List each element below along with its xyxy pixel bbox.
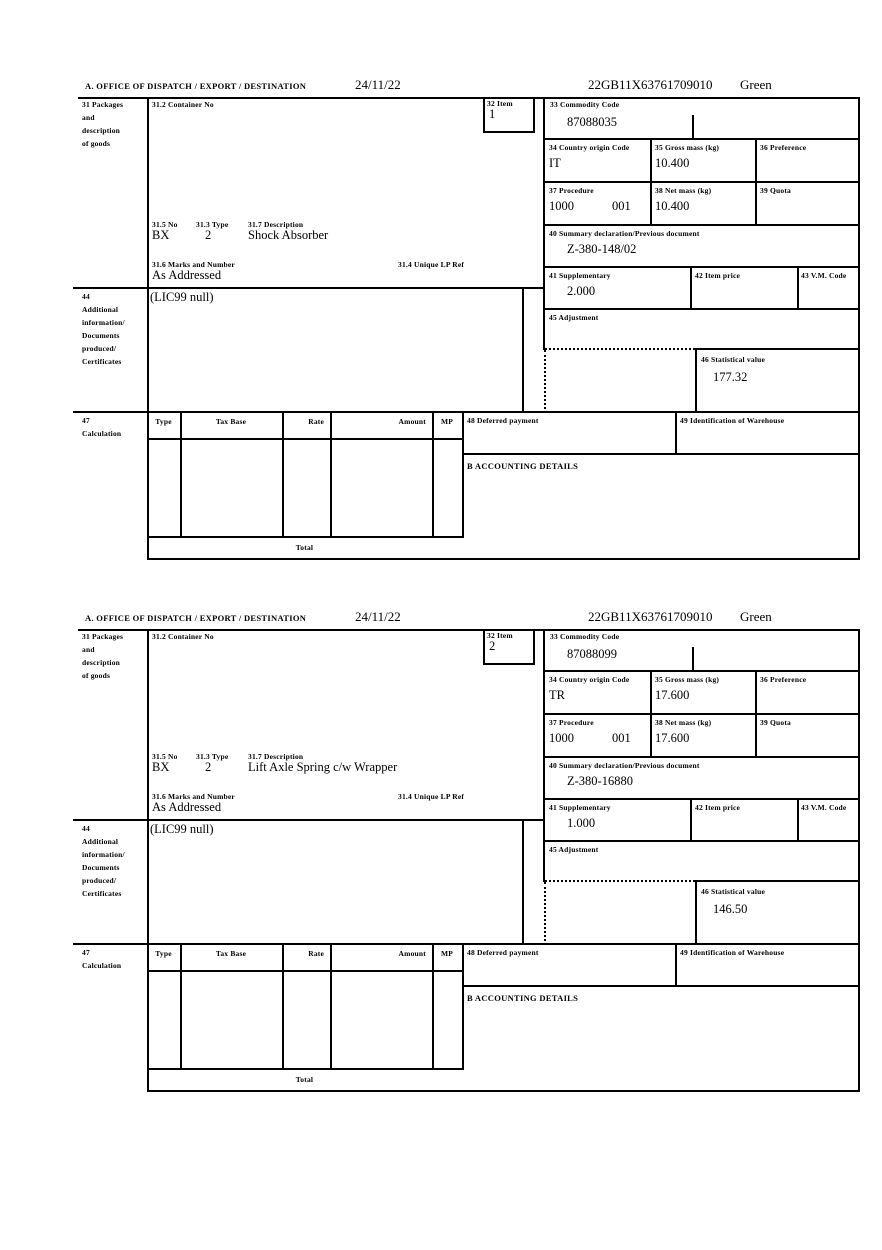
box44-label-line: Certificates [82, 889, 122, 898]
box37-procedure-label: 37 Procedure [549, 718, 594, 727]
box35-gross-mass-label: 35 Gross mass (kg) [655, 143, 720, 152]
form-rule-line [544, 882, 546, 945]
box44-label-line: 44 [82, 292, 90, 301]
tax-type-column-header: Type [155, 949, 172, 958]
procedure-code-value: 1000 [549, 731, 574, 745]
amount-column-header: Amount [398, 417, 426, 426]
goods-description-value: Lift Axle Spring c/w Wrapper [248, 760, 398, 774]
form-rule-line [73, 943, 860, 945]
marks-and-numbers-value: As Addressed [152, 268, 222, 282]
box44-label-line: Additional [82, 305, 119, 314]
box40-summary-declaration-label: 40 Summary declaration/Previous document [549, 229, 700, 238]
form-rule-line [462, 985, 860, 987]
form-rule-line [282, 411, 284, 538]
box48-deferred-payment-label: 48 Deferred payment [467, 948, 539, 957]
box33-commodity-label: 33 Commodity Code [550, 100, 620, 109]
form-rule-line [483, 629, 485, 665]
box47-label-line: 47 [82, 948, 90, 957]
box41-supplementary-label: 41 Supplementary [549, 803, 611, 812]
office-of-dispatch-label: A. OFFICE OF DISPATCH / EXPORT / DESTINATION [85, 613, 307, 623]
box32-item-label: 32 Item [487, 631, 513, 640]
total-row-label: Total [295, 543, 314, 552]
form-rule-line [432, 411, 434, 538]
previous-document-value: Z-380-148/02 [567, 242, 637, 256]
box34-origin-label: 34 Country origin Code [549, 675, 630, 684]
package-kind-value: BX [152, 228, 170, 242]
box44-label-line: information/ [82, 850, 125, 859]
goods-description-value: Shock Absorber [248, 228, 329, 242]
form-rule-line [543, 97, 545, 350]
form-rule-line [543, 138, 860, 140]
box39-quota-label: 39 Quota [760, 186, 791, 195]
procedure-extra-value: 001 [612, 199, 631, 213]
box45-adjustment-label: 45 Adjustment [549, 313, 599, 322]
form-rule-line [147, 558, 860, 560]
routing-indicator: Green [740, 77, 772, 92]
form-rule-line [543, 224, 860, 226]
box38-net-mass-label: 38 Net mass (kg) [655, 718, 712, 727]
country-origin-value: IT [549, 156, 561, 170]
box39-quota-label: 39 Quota [760, 718, 791, 727]
box31-7-description-label: 31.7 Description [248, 752, 304, 761]
box42-item-price-label: 42 Item price [695, 803, 741, 812]
box47-label-line: 47 [82, 416, 90, 425]
additional-information-value: (LIC99 null) [150, 822, 214, 836]
form-rule-line [858, 629, 860, 1092]
form-rule-line [543, 629, 545, 882]
form-rule-line [543, 670, 860, 672]
box45-adjustment-label: 45 Adjustment [549, 845, 599, 854]
box40-summary-declaration-label: 40 Summary declaration/Previous document [549, 761, 700, 770]
box31-label-line: and [82, 113, 95, 122]
form-rule-line [543, 840, 860, 842]
form-rule-line [675, 943, 677, 987]
box44-label-line: Additional [82, 837, 119, 846]
form-rule-line [695, 348, 860, 350]
box31-5-no-label: 31.5 No [152, 752, 178, 761]
form-rule-line [78, 97, 860, 99]
box44-label-line: Certificates [82, 357, 122, 366]
box44-label-line: Documents [82, 863, 120, 872]
form-rule-line [543, 181, 860, 183]
box36-preference-label: 36 Preference [760, 675, 807, 684]
form-rule-line [462, 411, 464, 538]
form-rule-line [330, 943, 332, 1070]
box31-2-container-label: 31.2 Container No [152, 632, 214, 641]
box44-label-line: 44 [82, 824, 90, 833]
box41-supplementary-label: 41 Supplementary [549, 271, 611, 280]
form-rule-line [797, 798, 799, 842]
commodity-code-value: 87088035 [567, 115, 617, 129]
commodity-code-value: 87088099 [567, 647, 617, 661]
gross-mass-value: 10.400 [655, 156, 690, 170]
box31-6-marks-label: 31.6 Marks and Number [152, 260, 235, 269]
box31-3-type-label: 31.3 Type [196, 220, 229, 229]
box44-label-line: produced/ [82, 876, 117, 885]
box33-commodity-label: 33 Commodity Code [550, 632, 620, 641]
form-rule-line [533, 629, 535, 665]
box31-4-unique-lp-ref-label: 31.4 Unique LP Ref [398, 260, 465, 269]
form-rule-line [545, 880, 695, 882]
routing-indicator: Green [740, 609, 772, 624]
box31-7-description-label: 31.7 Description [248, 220, 304, 229]
form-rule-line [690, 798, 692, 842]
form-rule-line [78, 629, 860, 631]
box43-vm-code-label: 43 V.M. Code [801, 271, 847, 280]
form-rule-line [282, 943, 284, 1070]
form-rule-line [180, 411, 182, 538]
box32-item-label: 32 Item [487, 99, 513, 108]
form-rule-line [650, 138, 652, 226]
form-rule-line [73, 411, 860, 413]
declaration-reference: 22GB11X63761709010 [588, 609, 713, 624]
accounting-details-label: B ACCOUNTING DETAILS [467, 461, 579, 471]
form-rule-line [690, 266, 692, 310]
sad-item-section [0, 77, 882, 563]
box31-6-marks-label: 31.6 Marks and Number [152, 792, 235, 801]
form-rule-line [483, 131, 535, 133]
country-origin-value: TR [549, 688, 565, 702]
form-rule-line [147, 97, 149, 560]
amount-column-header: Amount [398, 949, 426, 958]
form-rule-line [147, 536, 462, 538]
declaration-reference: 22GB11X63761709010 [588, 77, 713, 92]
box31-label-line: of goods [82, 671, 111, 680]
box48-deferred-payment-label: 48 Deferred payment [467, 416, 539, 425]
supplementary-units-value: 1.000 [567, 816, 596, 830]
box49-warehouse-label: 49 Identification of Warehouse [680, 948, 785, 957]
statistical-value: 146.50 [713, 902, 748, 916]
form-rule-line [695, 880, 860, 882]
form-rule-line [522, 819, 524, 945]
box31-label-line: description [82, 126, 121, 135]
tax-base-column-header: Tax Base [215, 417, 247, 426]
box34-origin-label: 34 Country origin Code [549, 143, 630, 152]
form-rule-line [330, 411, 332, 538]
box31-label-line: description [82, 658, 121, 667]
form-rule-line [695, 348, 697, 413]
box43-vm-code-label: 43 V.M. Code [801, 803, 847, 812]
sad-item-section [0, 609, 882, 1095]
box47-label-line: Calculation [82, 961, 122, 970]
box46-statistical-label: 46 Statistical value [701, 355, 765, 364]
box35-gross-mass-label: 35 Gross mass (kg) [655, 675, 720, 684]
statistical-value: 177.32 [713, 370, 748, 384]
net-mass-value: 10.400 [655, 199, 690, 213]
form-rule-line [73, 819, 543, 821]
form-rule-line [692, 115, 694, 140]
form-rule-line [432, 943, 434, 1070]
form-rule-line [695, 880, 697, 945]
box44-label-line: Documents [82, 331, 120, 340]
form-rule-line [543, 798, 860, 800]
declaration-date: 24/11/22 [355, 609, 401, 624]
mp-column-header: MP [440, 949, 454, 958]
form-rule-line [544, 350, 546, 413]
box44-label-line: information/ [82, 318, 125, 327]
form-rule-line [755, 670, 757, 758]
form-rule-line [147, 970, 462, 972]
office-of-dispatch-label: A. OFFICE OF DISPATCH / EXPORT / DESTINATION [85, 81, 307, 91]
procedure-extra-value: 001 [612, 731, 631, 745]
box31-2-container-label: 31.2 Container No [152, 100, 214, 109]
form-rule-line [675, 411, 677, 455]
box31-label-line: 31 Packages [82, 100, 124, 109]
package-count-value: 2 [205, 228, 212, 242]
box47-label-line: Calculation [82, 429, 122, 438]
supplementary-units-value: 2.000 [567, 284, 596, 298]
package-count-value: 2 [205, 760, 212, 774]
total-row-label: Total [295, 1075, 314, 1084]
previous-document-value: Z-380-16880 [567, 774, 633, 788]
form-rule-line [483, 663, 535, 665]
form-rule-line [147, 629, 149, 1092]
box31-4-unique-lp-ref-label: 31.4 Unique LP Ref [398, 792, 465, 801]
box37-procedure-label: 37 Procedure [549, 186, 594, 195]
additional-information-value: (LIC99 null) [150, 290, 214, 304]
form-rule-line [147, 1068, 462, 1070]
declaration-date: 24/11/22 [355, 77, 401, 92]
form-rule-line [462, 453, 860, 455]
accounting-details-label: B ACCOUNTING DETAILS [467, 993, 579, 1003]
box31-5-no-label: 31.5 No [152, 220, 178, 229]
form-rule-line [543, 756, 860, 758]
rate-column-header: Rate [308, 417, 324, 426]
marks-and-numbers-value: As Addressed [152, 800, 222, 814]
form-rule-line [462, 943, 464, 1070]
form-rule-line [533, 97, 535, 133]
gross-mass-value: 17.600 [655, 688, 690, 702]
form-rule-line [483, 97, 485, 133]
box44-label-line: produced/ [82, 344, 117, 353]
form-rule-line [543, 308, 860, 310]
form-rule-line [543, 266, 860, 268]
form-rule-line [522, 287, 524, 413]
package-kind-value: BX [152, 760, 170, 774]
box42-item-price-label: 42 Item price [695, 271, 741, 280]
item-number-value: 2 [489, 639, 496, 653]
box49-warehouse-label: 49 Identification of Warehouse [680, 416, 785, 425]
form-rule-line [180, 943, 182, 1070]
box31-3-type-label: 31.3 Type [196, 752, 229, 761]
form-rule-line [147, 1090, 860, 1092]
form-rule-line [692, 647, 694, 672]
form-rule-line [755, 138, 757, 226]
item-number-value: 1 [489, 107, 496, 121]
tax-base-column-header: Tax Base [215, 949, 247, 958]
procedure-code-value: 1000 [549, 199, 574, 213]
box36-preference-label: 36 Preference [760, 143, 807, 152]
mp-column-header: MP [440, 417, 454, 426]
form-rule-line [545, 348, 695, 350]
box46-statistical-label: 46 Statistical value [701, 887, 765, 896]
form-rule-line [73, 287, 543, 289]
form-rule-line [858, 97, 860, 560]
box31-label-line: and [82, 645, 95, 654]
form-rule-line [650, 670, 652, 758]
form-rule-line [797, 266, 799, 310]
box31-label-line: of goods [82, 139, 111, 148]
box31-label-line: 31 Packages [82, 632, 124, 641]
net-mass-value: 17.600 [655, 731, 690, 745]
form-rule-line [147, 438, 462, 440]
box38-net-mass-label: 38 Net mass (kg) [655, 186, 712, 195]
form-rule-line [543, 713, 860, 715]
tax-type-column-header: Type [155, 417, 172, 426]
rate-column-header: Rate [308, 949, 324, 958]
